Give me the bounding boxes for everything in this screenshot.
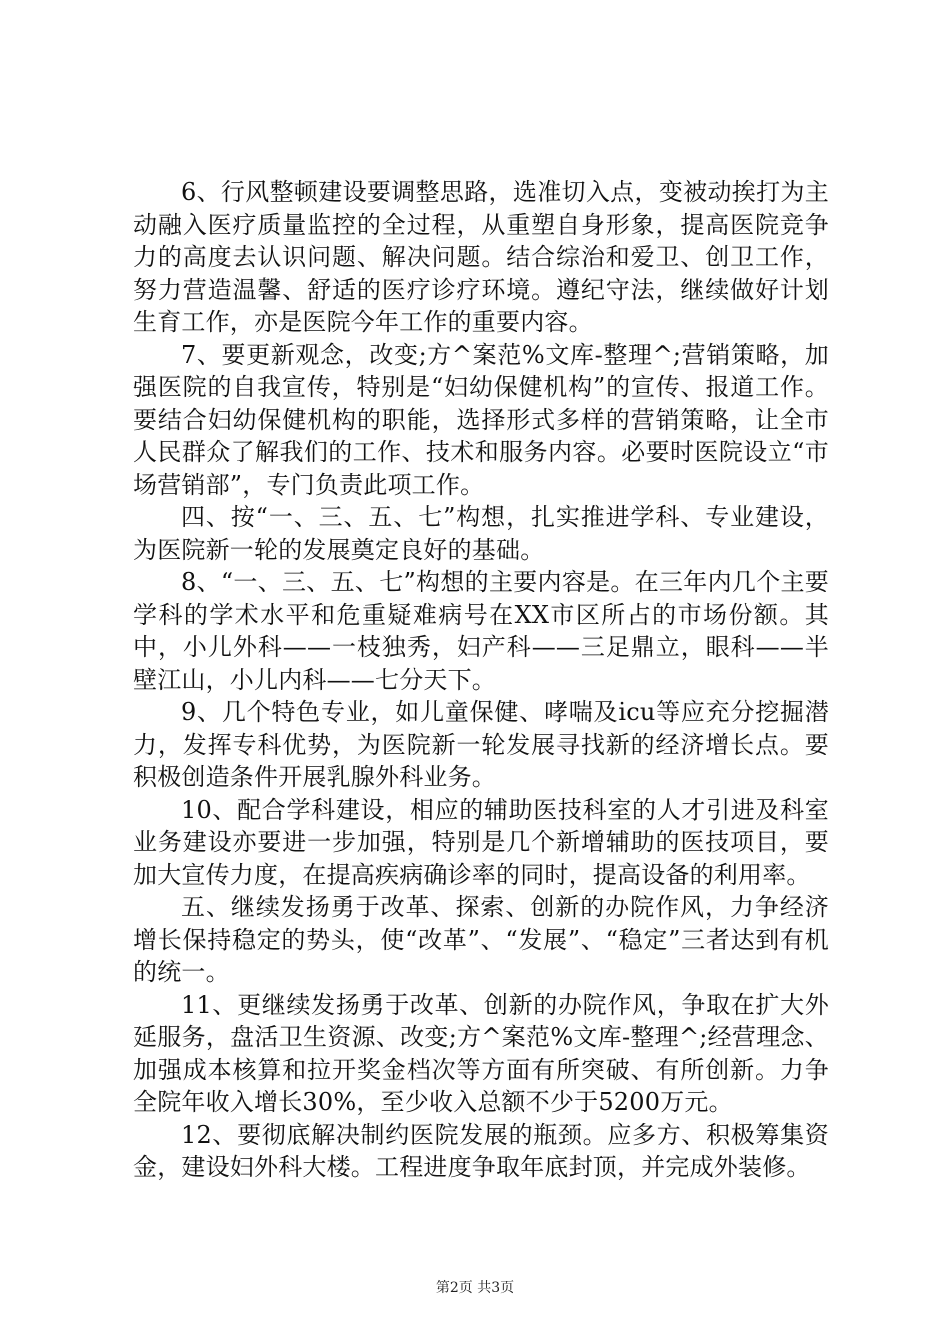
paragraph-7: 7、要更新观念，改变;方^案范%文库-整理^;营销策略，加强医院的自我宣传，特别是“妇幼保健机构”的宣传、报道工作。要结合妇幼保健机构的职能，选择形式多样的营销策略，让全市人民群众了解我们的工作、技术和服务内容。必要时医院设立“市场营销部”，专门负责此项工作。 xyxy=(133,340,829,499)
page-number-footer: 第2页 共3页 xyxy=(435,1280,515,1296)
section-heading-5: 五、继续发扬勇于改革、探索、创新的办院作风，力争经济增长保持稳定的势头，使“改革”、“发展”、“稳定”三者达到有机的统一。 xyxy=(133,893,829,986)
paragraph-8: 8、“一、三、五、七”构想的主要内容是。在三年内几个主要学科的学术水平和危重疑难病号在XX市区所占的市场份额。其中，小儿外科——一枝独秀，妇产科——三足鼎立，眼科——半壁江山，小儿内科——七分天下。 xyxy=(133,568,829,694)
document-body xyxy=(133,176,829,1184)
paragraph-10: 10、配合学科建设，相应的辅助医技科室的人才引进及科室业务建设亦要进一步加强，特别是几个新增辅助的医技项目，要加大宣传力度，在提高疾病确诊率的同时，提高设备的利用率。 xyxy=(133,795,829,889)
paragraph-12: 12、要彻底解决制约医院发展的瓶颈。应多方、积极筹集资金，建设妇外科大楼。工程进度争取年底封顶，并完成外装修。 xyxy=(133,1120,829,1181)
paragraph-11: 11、更继续发扬勇于改革、创新的办院作风，争取在扩大外延服务，盘活卫生资源、改变;方^案范%文库-整理^;经营理念、加强成本核算和拉开奖金档次等方面有所突破、有所创新。力争全院年收入增长30%，至少收入总额不少于5200万元。 xyxy=(133,990,829,1116)
paragraph-6: 6、行风整顿建设要调整思路，选准切入点，变被动挨打为主动融入医疗质量监控的全过程，从重塑自身形象，提高医院竞争力的高度去认识问题、解决问题。结合综治和爱卫、创卫工作，努力营造温馨、舒适的医疗诊疗环境。遵纪守法，继续做好计划生育工作，亦是医院今年工作的重要内容。 xyxy=(133,178,829,336)
section-heading-4: 四、按“一、三、五、七”构想，扎实推进学科、专业建设，为医院新一轮的发展奠定良好的基础。 xyxy=(133,503,829,564)
paragraph-9: 9、几个特色专业，如儿童保健、哮喘及icu等应充分挖掘潜力，发挥专科优势，为医院新一轮发展寻找新的经济增长点。要积极创造条件开展乳腺外科业务。 xyxy=(133,698,829,791)
